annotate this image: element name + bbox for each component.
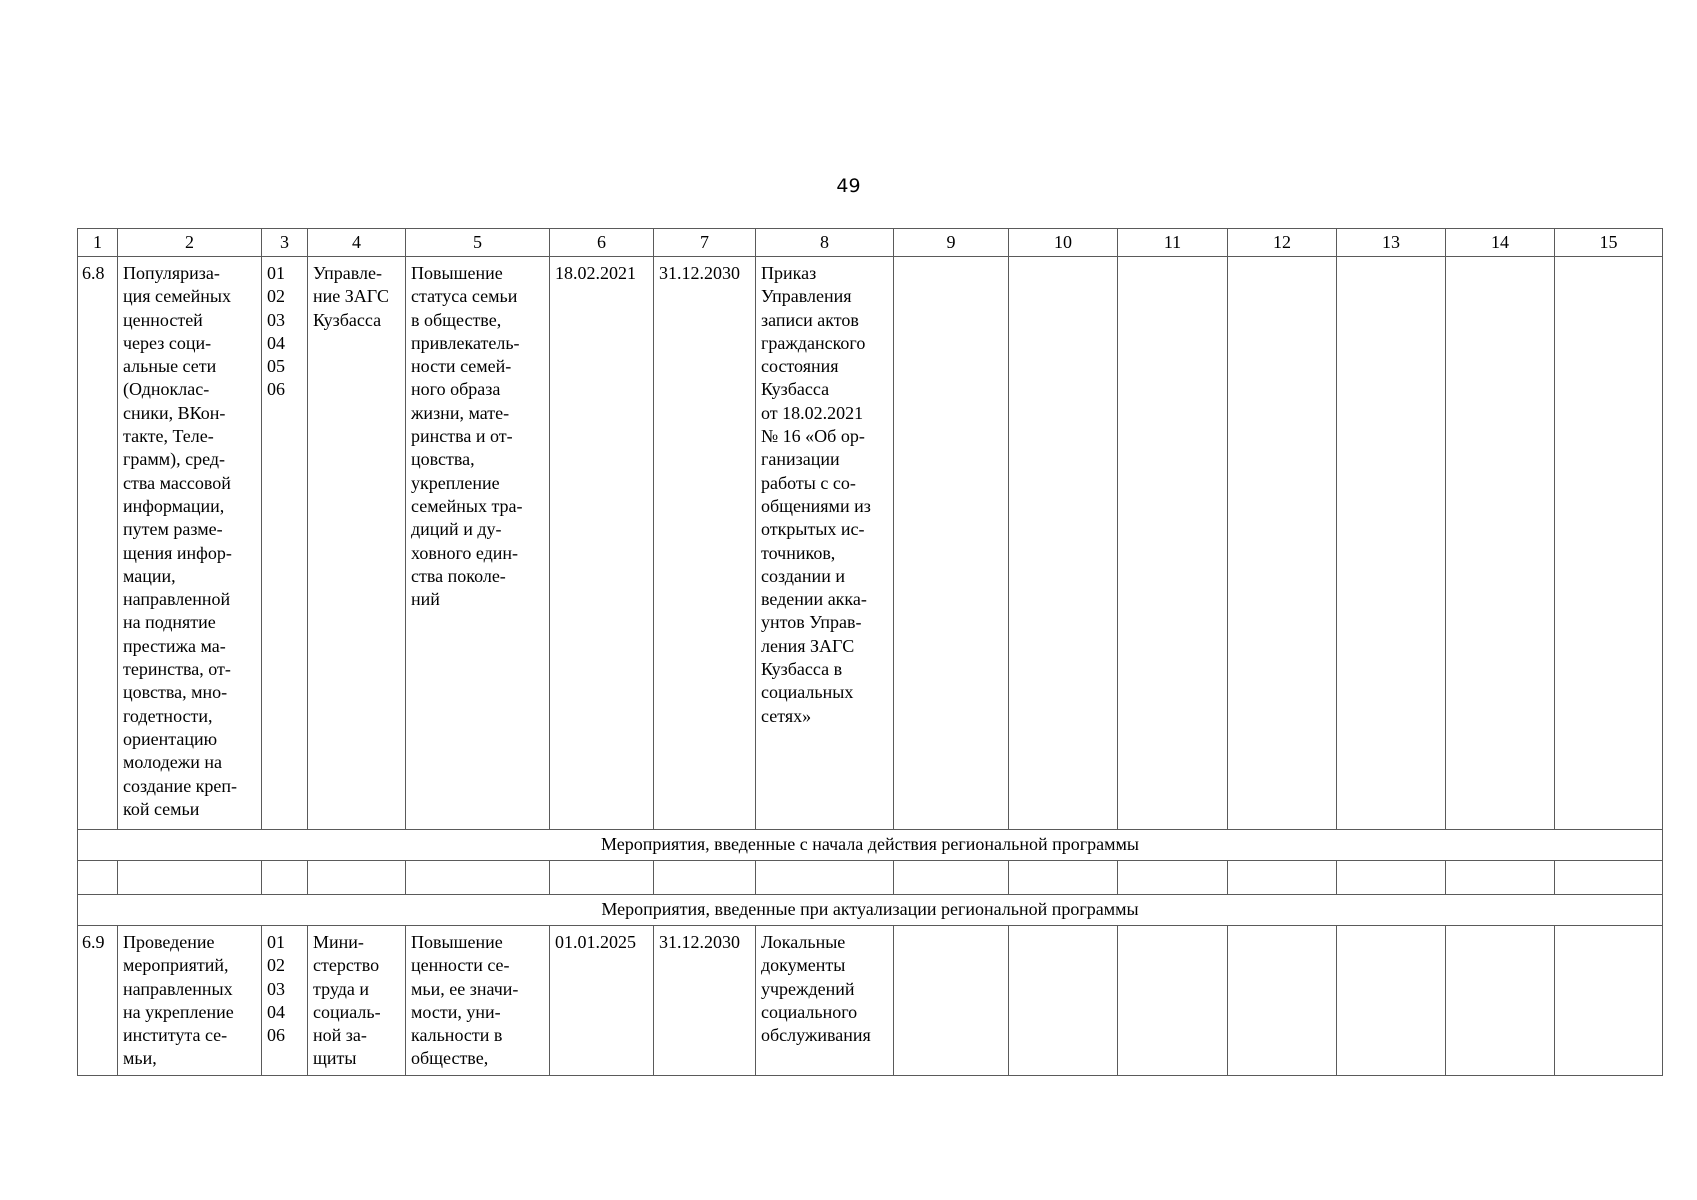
empty-cell xyxy=(1337,861,1446,895)
measure-codes: 01 02 03 04 05 06 xyxy=(262,257,308,830)
empty-cell xyxy=(1009,926,1118,1076)
header-cell: 10 xyxy=(1009,229,1118,257)
empty-row xyxy=(78,861,1663,895)
empty-cell xyxy=(654,861,756,895)
measure-name: Популяриза- ция семейных ценностей через соци- альные сети (Одноклас- сники, ВКон- такте, Теле- грамм), сред- ства массовой информации, путем разме- щения инфор- мации, направленной на поднятие престижа ма- теринства, от- цовства, мно- годетности, ориентацию молодежи на создание креп- кой семьи xyxy=(118,257,262,830)
header-cell: 6 xyxy=(550,229,654,257)
header-cell: 11 xyxy=(1118,229,1228,257)
measure-document: Приказ Управления записи актов гражданского состояния Кузбасса от 18.02.2021 № 16 «Об ор- ганизации работы с со- общениями из открытых ис- точников, создании и ведении акка- унтов Управ- ления ЗАГС Кузбасса в социальных сетях» xyxy=(756,257,894,830)
empty-cell xyxy=(1228,861,1337,895)
empty-cell xyxy=(1118,257,1228,830)
empty-cell xyxy=(1337,257,1446,830)
measure-result: Повышение ценности се- мьи, ее значи- мости, уни- кальности в обществе, xyxy=(406,926,550,1076)
header-cell: 12 xyxy=(1228,229,1337,257)
header-cell: 8 xyxy=(756,229,894,257)
empty-cell xyxy=(550,861,654,895)
measures-table xyxy=(77,228,1663,1076)
measure-end-date: 31.12.2030 xyxy=(654,926,756,1076)
measure-result: Повышение статуса семьи в обществе, привлекатель- ности семей- ного образа жизни, мате- ринства и от- цовства, укрепление семейных тра- диций и ду- ховного един- ства поколе- ний xyxy=(406,257,550,830)
header-cell: 15 xyxy=(1555,229,1663,257)
header-cell: 4 xyxy=(308,229,406,257)
measure-start-date: 01.01.2025 xyxy=(550,926,654,1076)
empty-cell xyxy=(1555,926,1663,1076)
empty-cell xyxy=(894,926,1009,1076)
empty-cell xyxy=(1009,861,1118,895)
header-cell: 5 xyxy=(406,229,550,257)
header-cell: 7 xyxy=(654,229,756,257)
section-heading: Мероприятия, введенные при актуализации региональной программы xyxy=(78,895,1663,926)
empty-cell xyxy=(1118,926,1228,1076)
row-number: 6.8 xyxy=(78,257,118,830)
header-cell: 3 xyxy=(262,229,308,257)
page-number: 49 xyxy=(836,175,861,197)
empty-cell xyxy=(1446,861,1555,895)
table-row xyxy=(78,926,1663,1076)
empty-cell xyxy=(1555,861,1663,895)
empty-cell xyxy=(262,861,308,895)
empty-cell xyxy=(756,861,894,895)
empty-cell xyxy=(1555,257,1663,830)
measure-codes: 01 02 03 04 06 xyxy=(262,926,308,1076)
measure-executor: Управле- ние ЗАГС Кузбасса xyxy=(308,257,406,830)
header-cell: 2 xyxy=(118,229,262,257)
measure-document: Локальные документы учреждений социального обслуживания xyxy=(756,926,894,1076)
empty-cell xyxy=(894,257,1009,830)
section-heading: Мероприятия, введенные с начала действия региональной программы xyxy=(78,830,1663,861)
header-cell: 1 xyxy=(78,229,118,257)
empty-cell xyxy=(1446,257,1555,830)
empty-cell xyxy=(894,861,1009,895)
empty-cell xyxy=(1337,926,1446,1076)
empty-cell xyxy=(118,861,262,895)
empty-cell xyxy=(308,861,406,895)
empty-cell xyxy=(1228,257,1337,830)
empty-cell xyxy=(1446,926,1555,1076)
table-header-row xyxy=(78,229,1663,257)
empty-cell xyxy=(1228,926,1337,1076)
empty-cell xyxy=(1118,861,1228,895)
header-cell: 14 xyxy=(1446,229,1555,257)
empty-cell xyxy=(78,861,118,895)
measure-name: Проведение мероприятий, направленных на укрепление института се- мьи, xyxy=(118,926,262,1076)
empty-cell xyxy=(406,861,550,895)
measure-start-date: 18.02.2021 xyxy=(550,257,654,830)
header-cell: 9 xyxy=(894,229,1009,257)
row-number: 6.9 xyxy=(78,926,118,1076)
measure-executor: Мини- стерство труда и социаль- ной за- щиты xyxy=(308,926,406,1076)
measure-end-date: 31.12.2030 xyxy=(654,257,756,830)
table-row xyxy=(78,257,1663,830)
header-cell: 13 xyxy=(1337,229,1446,257)
section-row xyxy=(78,830,1663,861)
section-row xyxy=(78,895,1663,926)
empty-cell xyxy=(1009,257,1118,830)
